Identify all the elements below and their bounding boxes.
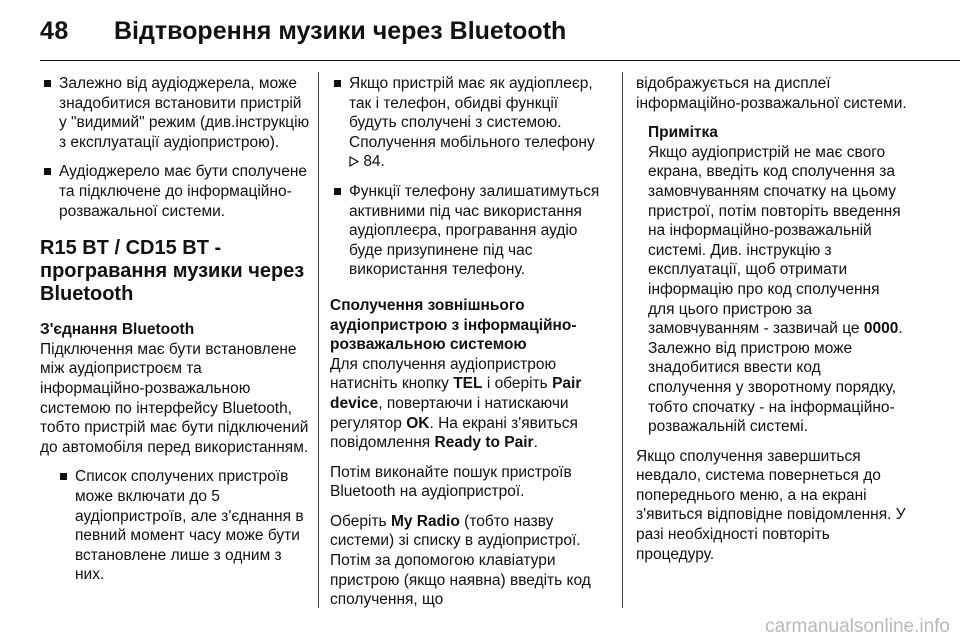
bullet-item: Залежно від аудіоджерела, може знадобитися встановити пристрій у "видимий" режим (див.інструкцію з експлуатації аудіопристрою). — [40, 74, 310, 152]
page-ref-arrow-icon — [349, 153, 359, 170]
text: і оберіть — [486, 375, 548, 393]
note-title: Примітка — [648, 124, 718, 142]
column-2 — [330, 74, 608, 620]
paragraph: Потім виконайте пошук пристроїв Bluetooth на аудіопристрої. — [330, 463, 572, 501]
subsection-heading: З'єднання Bluetooth — [40, 321, 195, 339]
section-heading: Сполучення зовнішнього аудіопристрою з інформаційно-розважальною системою — [330, 296, 577, 354]
bullet-item: Аудіоджерело має бути сполучене та підключене до інформаційно-розважальної системи. — [40, 162, 310, 221]
page-number: 48 — [40, 17, 69, 45]
paragraph — [330, 355, 608, 453]
note-box — [648, 123, 908, 437]
column-divider-2 — [622, 72, 623, 608]
column-divider-1 — [318, 72, 319, 608]
ready-to-pair-label: Ready to Pair — [434, 434, 534, 452]
column-1 — [40, 74, 310, 595]
watermark: carmanualsonline.info — [765, 616, 950, 637]
text: Оберіть — [330, 512, 387, 530]
paragraph: Якщо сполучення завершиться невдало, система повернеться до попереднього меню, а на екрані з'явиться відповідне повідомлення. У разі необхідності повторіть процедуру. — [636, 447, 906, 563]
note-text: . Залежно від пристрою може знадобитися ввести код сполучення у зворотному порядку, тобто спочатку - на інформаційно-розважальній системі. — [648, 320, 903, 436]
text: Для сполучення аудіопристрою натисніть кнопку — [330, 355, 557, 393]
page-title: Відтворення музики через Bluetooth — [114, 17, 567, 45]
paragraph — [330, 512, 608, 610]
my-radio-label: My Radio — [390, 512, 460, 530]
text: . — [533, 434, 538, 452]
header-rule — [40, 60, 960, 61]
text: . На екрані з'явиться повідомлення — [330, 414, 578, 452]
paragraph: Підключення має бути встановлене між аудіопристроєм та інформаційно-розважальною системою по інтерфейсу Bluetooth, тобто пристрій має бути підключений до автомобіля перед використанням. — [40, 340, 309, 456]
text: , повертаючи і натискаючи регулятор — [330, 394, 569, 432]
section-heading: R15 BT / CD15 BT - програвання музики через Bluetooth — [40, 237, 305, 306]
default-code: 0000 — [863, 320, 899, 338]
text: (тобто назву системи) зі списку в аудіопристрої. Потім за допомогою клавіатури пристрою (якщо наявна) введіть код сполучення, що — [330, 512, 591, 609]
column-3 — [636, 74, 908, 574]
bullet-text: Якщо пристрій має як аудіоплеєр, так і телефон, обидві функції будуть сполучені з системою. Сполучення мобільного телефону — [349, 75, 595, 151]
tel-label: TEL — [453, 375, 483, 393]
paragraph: відображується на дисплеї інформаційно-розважальної системи. — [636, 75, 907, 112]
bullet-item — [330, 74, 608, 172]
pair-device-label: Pair device — [330, 375, 582, 412]
note-text: Якщо аудіопристрій не має свого екрана, введіть код сполучення за замовчуванням спочатку на цьому пристрої, потім повторіть введення на інформаційно-розважальній системі. Див. інструкцію з експлуатації, щоб отримати інформацію про код сполучення для цього пристрою за замовчуванням - зазвичай це — [648, 143, 901, 338]
ok-label: OK — [406, 414, 430, 432]
page-ref: 84. — [363, 153, 385, 171]
page-header — [0, 0, 960, 64]
bullet-item: Список сполучених пристроїв може включати до 5 аудіопристроїв, але з'єднання в певний момент часу може бути встановлене лише з одним з них. — [56, 467, 310, 585]
bullet-item: Функції телефону залишатимуться активними під час використання аудіоплеєра, програвання аудіо буде призупинене під час використання телефону. — [330, 182, 608, 280]
